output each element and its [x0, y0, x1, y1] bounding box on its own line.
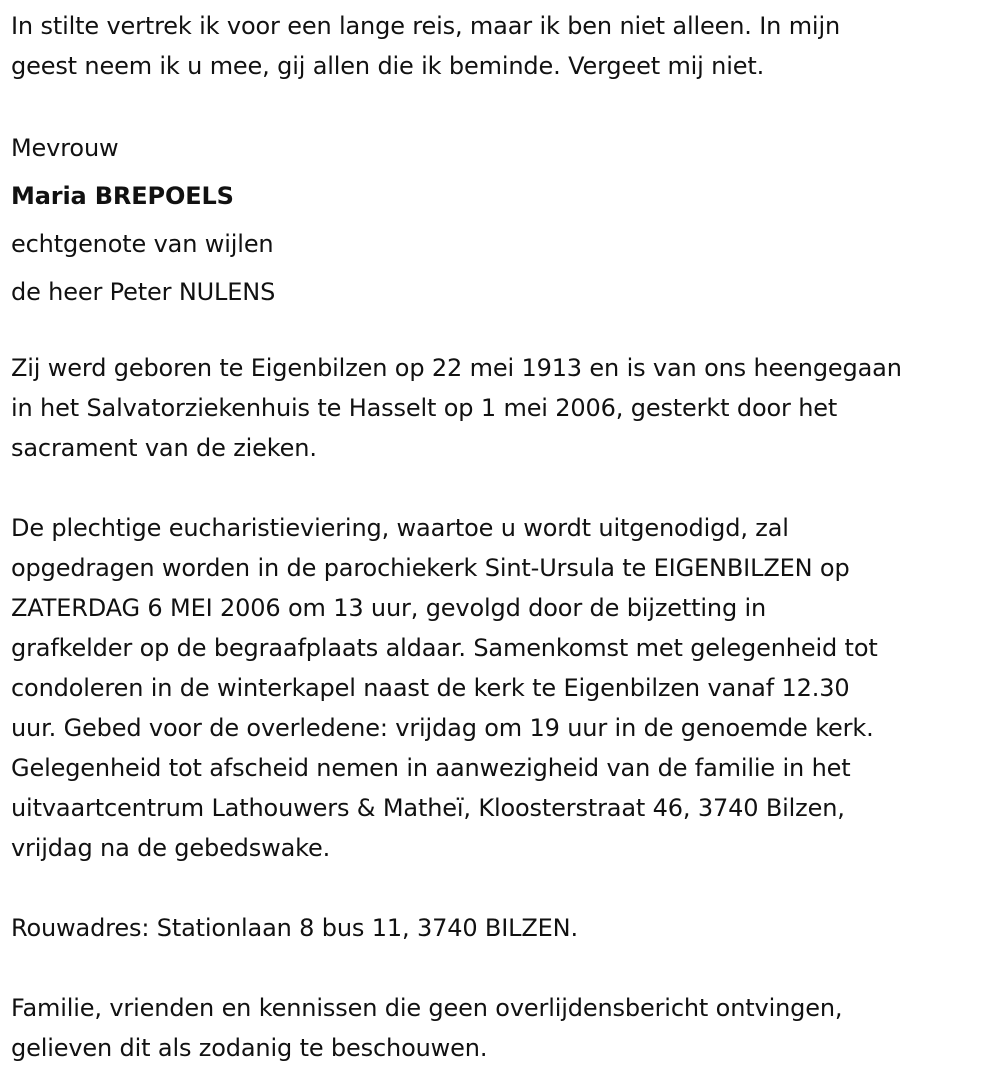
- opening-quote: [11, 6, 996, 86]
- paragraph-line: ZATERDAG 6 MEI 2006 om 13 uur, gevolgd door de bijzetting in: [11, 594, 767, 622]
- paragraph-line: Familie, vrienden en kennissen die geen overlijdensbericht ontvingen,: [11, 994, 843, 1022]
- paragraph-line: Gelegenheid tot afscheid nemen in aanwezigheid van de familie in het: [11, 754, 851, 782]
- paragraph-line: in het Salvatorziekenhuis te Hasselt op 1 mei 2006, gesterkt door het: [11, 394, 838, 422]
- paragraph-line: De plechtige eucharistieviering, waartoe u wordt uitgenodigd, zal: [11, 514, 789, 542]
- opening-line: geest neem ik u mee, gij allen die ik beminde. Vergeet mij niet.: [11, 52, 765, 80]
- deceased-block: [11, 124, 996, 316]
- address-paragraph: [11, 908, 996, 948]
- paragraph-line: uitvaartcentrum Lathouwers & Matheï, Kloosterstraat 46, 3740 Bilzen,: [11, 794, 845, 822]
- paragraph-line: uur. Gebed voor de overledene: vrijdag om 19 uur in de genoemde kerk.: [11, 714, 874, 742]
- paragraph-line: condoleren in de winterkapel naast de kerk te Eigenbilzen vanaf 12.30: [11, 674, 850, 702]
- paragraph-line: gelieven dit als zodanig te beschouwen.: [11, 1034, 488, 1062]
- paragraph-line: Zij werd geboren te Eigenbilzen op 22 mei 1913 en is van ons heengegaan: [11, 354, 902, 382]
- spouse-name: de heer Peter NULENS: [11, 278, 276, 306]
- obituary-document: [11, 6, 996, 1068]
- ceremony-paragraph: [11, 508, 996, 868]
- paragraph-line: vrijdag na de gebedswake.: [11, 834, 331, 862]
- deceased-name: Maria BREPOELS: [11, 182, 234, 210]
- paragraph-line: grafkelder op de begraafplaats aldaar. Samenkomst met gelegenheid tot: [11, 634, 878, 662]
- opening-line: In stilte vertrek ik voor een lange reis, maar ik ben niet alleen. In mijn: [11, 12, 841, 40]
- paragraph-line: sacrament van de zieken.: [11, 434, 317, 462]
- salutation: Mevrouw: [11, 134, 119, 162]
- mourning-address: Rouwadres: Stationlaan 8 bus 11, 3740 BILZEN.: [11, 914, 578, 942]
- paragraph-line: opgedragen worden in de parochiekerk Sint-Ursula te EIGENBILZEN op: [11, 554, 850, 582]
- closing-paragraph: [11, 988, 996, 1068]
- birth-death-paragraph: [11, 348, 996, 468]
- relation-text: echtgenote van wijlen: [11, 230, 274, 258]
